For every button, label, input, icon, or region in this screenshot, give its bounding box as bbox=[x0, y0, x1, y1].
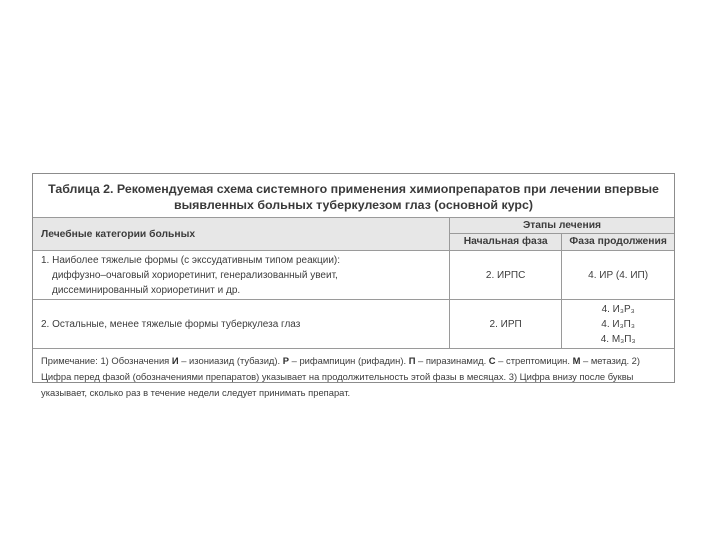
category-cell bbox=[33, 300, 450, 349]
table-row bbox=[33, 251, 674, 300]
continuation-phase-cell bbox=[562, 300, 674, 349]
header-categories: Лечебные категории больных bbox=[33, 218, 450, 251]
header-stages: Этапы лечения bbox=[450, 218, 675, 233]
initial-phase-cell: 2. ИРПС bbox=[450, 251, 562, 300]
continuation-regimen: 4. И₃П₃ bbox=[601, 318, 635, 330]
category-cell bbox=[33, 251, 450, 300]
table-row bbox=[33, 300, 674, 349]
header-continuation-phase: Фаза продолжения bbox=[562, 233, 674, 250]
category-text: 1. Наиболее тяжелые формы (с экссудативным типом реакции): bbox=[41, 254, 341, 266]
table-title-line-1: Таблица 2. Рекомендуемая схема системного применения химиопрепаратов при лечении впервые bbox=[48, 182, 659, 196]
table-title bbox=[33, 174, 674, 218]
regimen-table bbox=[33, 218, 674, 349]
note-text: – стрептомицин. bbox=[495, 355, 573, 366]
table-note bbox=[33, 349, 674, 401]
note-abbr: И bbox=[171, 355, 179, 366]
continuation-phase-cell: 4. ИР (4. ИП) bbox=[562, 251, 674, 300]
category-text: диффузно–очаговый хориоретинит, генерализованный увеит, bbox=[52, 269, 338, 281]
note-abbr: С bbox=[488, 355, 496, 366]
note-text: – изониазид (тубазид). bbox=[178, 355, 283, 366]
category-text: 2. Остальные, менее тяжелые формы туберкулеза глаз bbox=[41, 318, 301, 330]
note-abbr: Р bbox=[282, 355, 290, 366]
treatment-table bbox=[32, 173, 675, 398]
continuation-regimen: 4. И₃Р₃ bbox=[601, 303, 635, 315]
note-abbr: П bbox=[408, 355, 416, 366]
table-title-line-2: выявленных больных туберкулезом глаз (основной курс) bbox=[173, 198, 534, 212]
continuation-regimen: 4. М₃П₃ bbox=[600, 333, 636, 345]
note-prefix: Примечание: 1) Обозначения bbox=[41, 355, 172, 366]
note-text: – метазид. 2) Цифра перед фазой (обозначениями препаратов) указывает на продолжительность этой фазы в месяцах. 3) Цифра внизу после буквы указывает, сколько раз в течение недели следует принимать препарат. bbox=[41, 355, 641, 398]
note-text: – пиразинамид. bbox=[415, 355, 489, 366]
note-abbr: М bbox=[572, 355, 581, 366]
initial-phase-cell: 2. ИРП bbox=[450, 300, 562, 349]
header-initial-phase: Начальная фаза bbox=[450, 233, 562, 250]
category-text: диссеминированный хориоретинит и др. bbox=[52, 284, 241, 296]
note-text: – рифампицин (рифадин). bbox=[289, 355, 409, 366]
